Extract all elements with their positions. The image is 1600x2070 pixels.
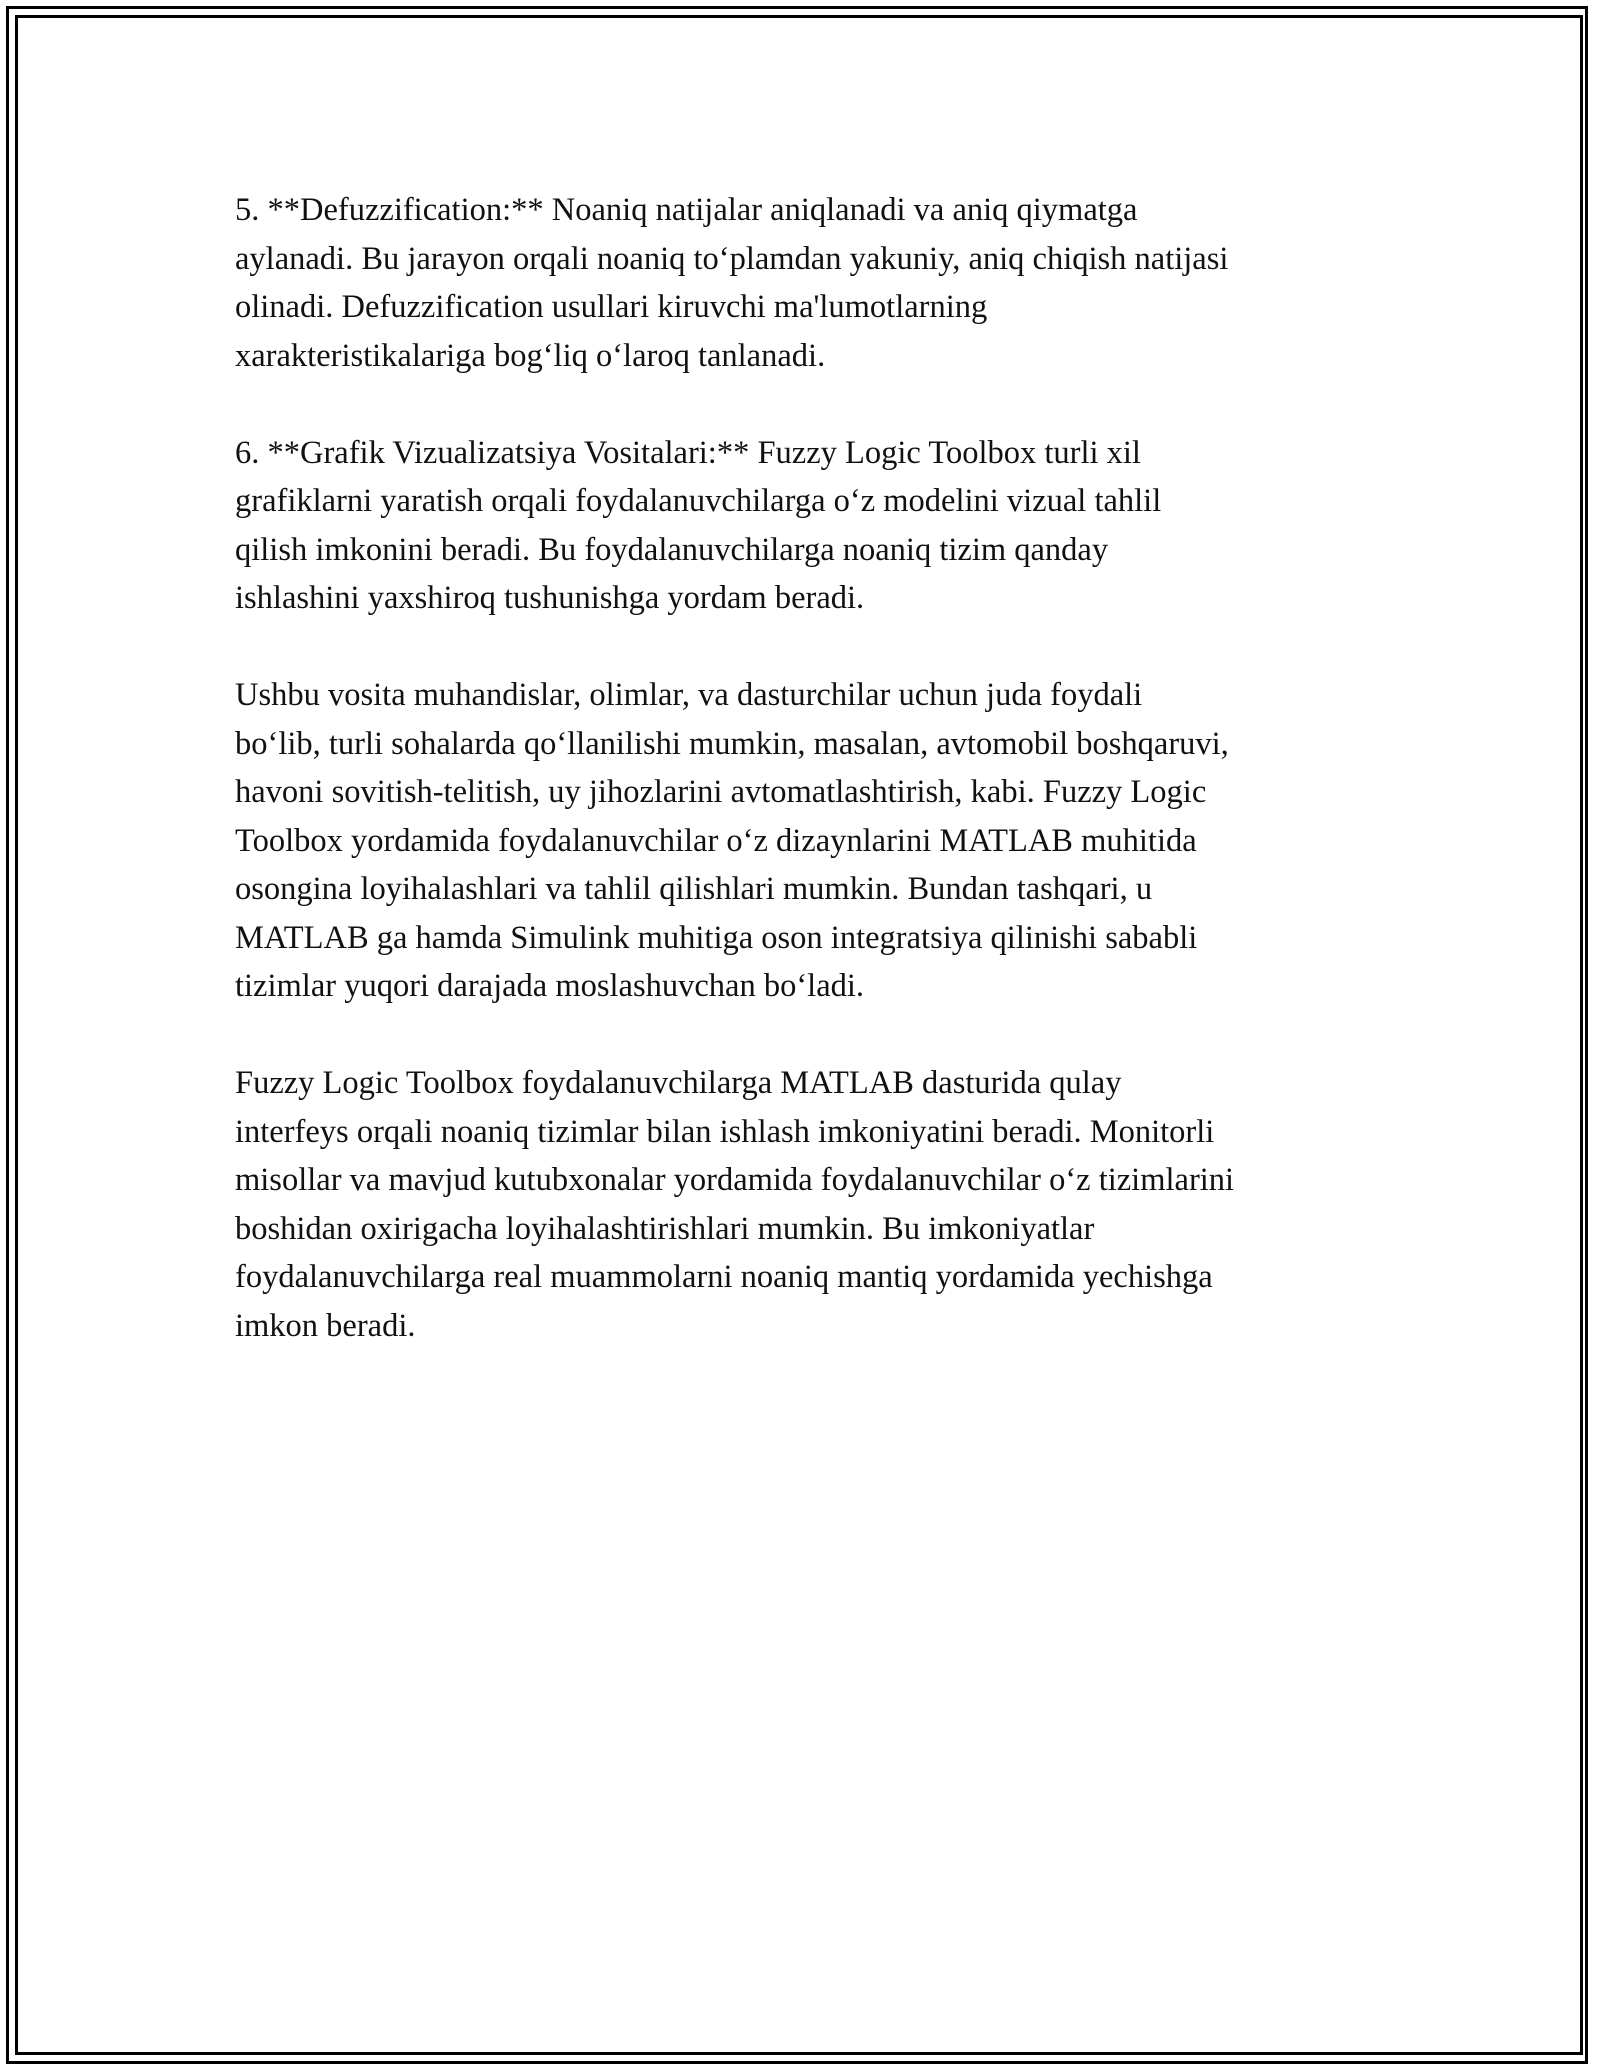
paragraph-graphic-visualization: 6. **Grafik Vizualizatsiya Vositalari:** Fuzzy Logic Toolbox turli xil grafiklarni yaratish orqali foydalanuvchilarga o‘z modelini vizual tahlil qilish imkonini beradi. Bu foydalanuvchilarga noaniq tizim qanday ishlashini yaxshiroq tushunishga yordam beradi. <box>235 434 1162 616</box>
paragraph-toolbox-interface: Fuzzy Logic Toolbox foydalanuvchilarga MATLAB dasturida qulay interfeys orqali noaniq tizimlar bilan ishlash imkoniyatini beradi. Monitorli misollar va mavjud kutubxonalar yordamida foydalanuvchilar o‘z tizimlarini boshidan oxirigacha loyihalashtirishlari mumkin. Bu imkoniyatlar foydalanuvchilarga real muammolarni noaniq mantiq yordamida yechishga imkon beradi. <box>235 1065 1235 1344</box>
paragraph-defuzzification: 5. **Defuzzification:** Noaniq natijalar aniqlanadi va aniq qiymatga aylanadi. Bu jarayon orqali noaniq to‘plamdan yakuniy, aniq chiqish natijasi olinadi. Defuzzification usullari kiruvchi ma'lumotlarning xarakteristikalariga bog‘liq o‘laroq tanlanadi. <box>235 192 1229 374</box>
document-body <box>235 186 1365 1399</box>
paragraph-toolbox-usage: Ushbu vosita muhandislar, olimlar, va dasturchilar uchun juda foydali bo‘lib, turli sohalarda qo‘llanilishi mumkin, masalan, avtomobil boshqaruvi, havoni sovitish-telitish, uy jihozlarini avtomatlashtirish, kabi. Fuzzy Logic Toolbox yordamida foydalanuvchilar o‘z dizaynlarini MATLAB muhitida osongina loyihalashlari va tahlil qilishlari mumkin. Bundan tashqari, u MATLAB ga hamda Simulink muhitiga oson integratsiya qilinishi sababli tizimlar yuqori darajada moslashuvchan bo‘ladi. <box>235 677 1229 1004</box>
